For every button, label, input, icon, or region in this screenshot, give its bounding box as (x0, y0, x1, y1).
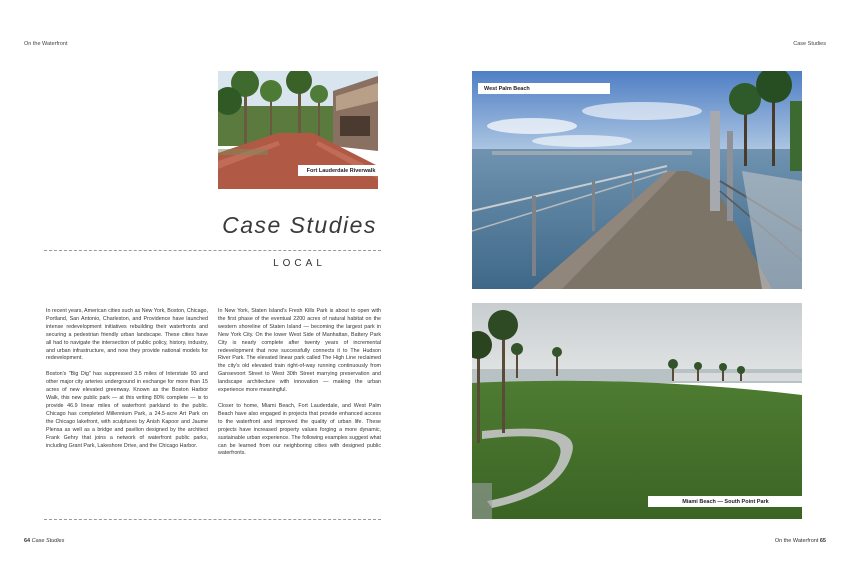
page-number-left: 64 (24, 538, 31, 544)
folio-right-label: On the Waterfront (774, 538, 819, 544)
page-title: Case Studies (222, 212, 377, 238)
body-column-left (46, 308, 208, 458)
body-paragraph: In New York, Staten Island's Fresh Kills Park is about to open with the first phase of the eventual 2200 acres of natural habitat on the western shoreline of Staten Island — becoming the largest park in New York City. On the lower West Side of Manhattan, Battery Park City is nearly complete after twenty years of incremental redevelopment that now successfully connects it to The Hudson River Park. The elevated linear park called The High Line reclaimed the city's old elevated train right-of-way running continuously from Gansevoort Street to West 30th Street marrying preservation and landscape architecture with innovation — making the urban experience more meaningful. (218, 308, 381, 394)
folio-left (24, 538, 64, 544)
body-paragraph: Closer to home, Miami Beach, Fort Lauderdale, and West Palm Beach have also engaged in projects that provide enhanced access to the waterfront and improved the quality of urban life. These projects have increased property values forging a more dynamic, sustainable urban experience. The following examples suggest what can be learned from our neighboring cities with designed public waterfronts. (218, 402, 381, 457)
divider-bottom (44, 519, 381, 520)
park-caption: Miami Beach — South Point Park (648, 496, 803, 507)
running-head-right: Case Studies (793, 41, 826, 47)
riverwalk-caption: Fort Lauderdale Riverwalk (298, 165, 384, 176)
folio-left-label: Case Studies (31, 538, 65, 544)
boardwalk-caption: West Palm Beach (478, 83, 610, 94)
folio-right (775, 538, 826, 544)
body-paragraph: Boston's "Big Dig" has suppressed 3.5 miles of Interstate 93 and other major city arteries underground in exchange for more than 15 acres of new elevated greenway. Known as the Boston Harbor Walk, this new public park — at this writing 80% complete — is to provide 46.9 linear miles of waterfront parkland to the public. Chicago has completed Millennium Park, a 24.5-acre Art Park on the Chicago lakefront, with sculptures by Anish Kapoor and Jaume Plensa as well as a bridge and pavilion designed by the architect Frank Gehry that joins a network of waterfront public parks, including Grant Park, Lakeshore Drive, and the Chicago Harbor. (46, 371, 208, 449)
page-subtitle: LOCAL (273, 258, 326, 269)
running-head-left: On the Waterfront (24, 41, 68, 47)
park-photo (472, 303, 802, 519)
boardwalk-photo (472, 71, 802, 289)
body-paragraph: In recent years, American cities such as New York, Boston, Chicago, Portland, San Antonio, Charleston, and Providence have launched intense redevelopment initiatives rebuilding their waterfronts and securing a pedestrian friendly urban landscape. These cities have all had to navigate the intersection of public policy, history, industry, and urban infrastructure, and now they provide national models for redevelopment. (46, 308, 208, 362)
page-number-right: 65 (819, 538, 826, 544)
body-column-right (218, 308, 381, 466)
divider-top (44, 250, 381, 251)
